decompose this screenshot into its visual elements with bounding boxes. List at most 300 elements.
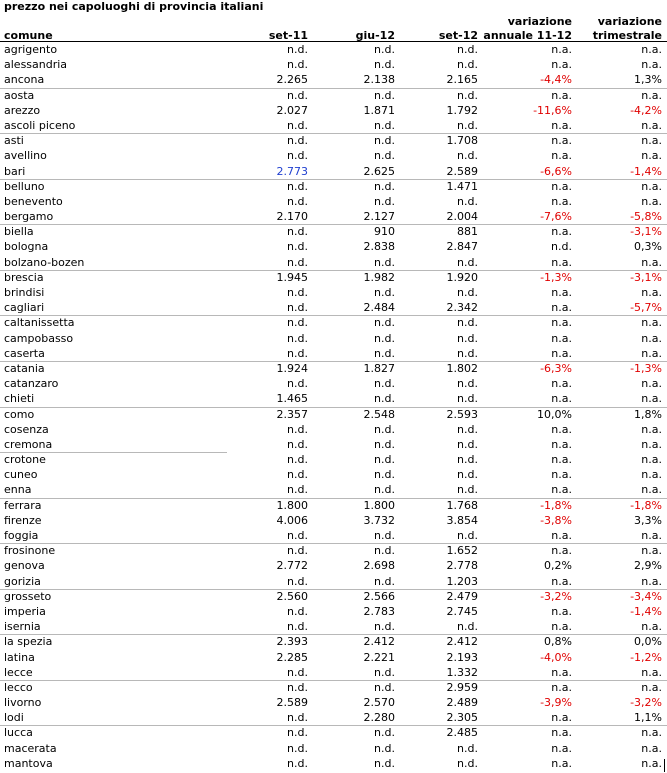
cell-giu12[interactable]: n.d.: [374, 194, 395, 208]
cell-set11[interactable]: 2.357: [276, 407, 308, 421]
cell-variazione-trimestrale[interactable]: 2,9%: [634, 559, 662, 573]
cell-set12[interactable]: n.d.: [457, 149, 478, 163]
cell-giu12[interactable]: n.d.: [374, 316, 395, 330]
cell-comune[interactable]: frosinone: [4, 544, 56, 558]
cell-set12[interactable]: n.d.: [457, 331, 478, 345]
cell-giu12[interactable]: n.d.: [374, 529, 395, 542]
cell-giu12[interactable]: n.d.: [374, 392, 395, 406]
cell-giu12[interactable]: 2.221: [363, 650, 395, 664]
cell-variazione-annuale[interactable]: -3,2%: [540, 589, 572, 603]
cell-variazione-trimestrale[interactable]: -3,1%: [630, 270, 662, 284]
cell-set12[interactable]: 2.959: [446, 680, 478, 694]
cell-variazione-annuale[interactable]: n.a.: [551, 483, 572, 497]
cell-giu12[interactable]: n.d.: [374, 179, 395, 193]
cell-giu12[interactable]: n.d.: [374, 620, 395, 634]
cell-variazione-annuale[interactable]: -4,0%: [540, 650, 572, 664]
cell-set11[interactable]: n.d.: [287, 286, 308, 299]
cell-set11[interactable]: n.d.: [287, 711, 308, 725]
cell-giu12[interactable]: n.d.: [374, 483, 395, 497]
cell-giu12[interactable]: n.d.: [374, 255, 395, 269]
cell-set12[interactable]: 1.203: [446, 574, 478, 588]
cell-giu12[interactable]: 1.982: [363, 270, 395, 284]
cell-variazione-trimestrale[interactable]: n.a.: [641, 255, 662, 269]
cell-set11[interactable]: n.d.: [287, 240, 308, 254]
cell-set12[interactable]: n.d.: [457, 88, 478, 102]
cell-comune[interactable]: ascoli piceno: [4, 118, 76, 132]
cell-variazione-trimestrale[interactable]: n.a.: [641, 665, 662, 679]
cell-set12[interactable]: n.d.: [457, 741, 478, 755]
cell-comune[interactable]: cagliari: [4, 301, 45, 315]
cell-variazione-annuale[interactable]: -6,6%: [540, 164, 572, 178]
cell-variazione-annuale[interactable]: n.a.: [551, 179, 572, 193]
cell-comune[interactable]: ancona: [4, 73, 45, 87]
cell-set11[interactable]: n.d.: [287, 741, 308, 755]
cell-giu12[interactable]: n.d.: [374, 58, 395, 72]
cell-set11[interactable]: 2.393: [276, 635, 308, 649]
cell-giu12[interactable]: 2.698: [363, 559, 395, 573]
cell-variazione-annuale[interactable]: n.a.: [551, 422, 572, 436]
cell-variazione-trimestrale[interactable]: -3,4%: [630, 589, 662, 603]
cell-comune[interactable]: bari: [4, 164, 26, 178]
table-row: [0, 57, 667, 72]
cell-set12[interactable]: n.d.: [457, 756, 478, 770]
cell-set11[interactable]: n.d.: [287, 58, 308, 72]
cell-comune[interactable]: lecce: [4, 665, 33, 679]
cell-giu12[interactable]: n.d.: [374, 331, 395, 345]
cell-comune[interactable]: agrigento: [4, 43, 58, 56]
cell-comune[interactable]: brescia: [4, 270, 44, 284]
cell-variazione-annuale[interactable]: -7,6%: [540, 210, 572, 224]
cell-set11[interactable]: n.d.: [287, 468, 308, 482]
cell-variazione-trimestrale[interactable]: -1,4%: [630, 604, 662, 618]
cell-giu12[interactable]: 2.625: [363, 164, 395, 178]
cell-variazione-annuale[interactable]: n.a.: [551, 468, 572, 482]
cell-comune[interactable]: cosenza: [4, 422, 49, 436]
cell-variazione-trimestrale[interactable]: -5,8%: [630, 210, 662, 224]
cell-variazione-annuale[interactable]: n.a.: [551, 574, 572, 588]
cell-set12[interactable]: n.d.: [457, 529, 478, 542]
cell-set12[interactable]: 3.854: [446, 513, 478, 527]
cell-variazione-trimestrale[interactable]: n.a.: [641, 726, 662, 740]
cell-comune[interactable]: mantova: [4, 756, 53, 770]
cell-variazione-trimestrale[interactable]: 1,3%: [634, 73, 662, 87]
cell-set11[interactable]: n.d.: [287, 316, 308, 330]
cell-variazione-trimestrale[interactable]: n.a.: [641, 756, 662, 770]
cell-comune[interactable]: chieti: [4, 392, 35, 406]
cell-set11[interactable]: n.d.: [287, 680, 308, 694]
cell-set12[interactable]: 1.708: [446, 134, 478, 148]
cell-set11[interactable]: n.d.: [287, 118, 308, 132]
cell-variazione-trimestrale[interactable]: n.a.: [641, 88, 662, 102]
cell-variazione-annuale[interactable]: n.a.: [551, 346, 572, 360]
cell-comune[interactable]: imperia: [4, 604, 46, 618]
cell-variazione-trimestrale[interactable]: -3,2%: [630, 696, 662, 710]
cell-comune[interactable]: firenze: [4, 513, 42, 527]
cell-set12[interactable]: 2.745: [446, 604, 478, 618]
cell-comune[interactable]: caserta: [4, 346, 45, 360]
cell-set12[interactable]: n.d.: [457, 377, 478, 391]
cell-set11[interactable]: n.d.: [287, 88, 308, 102]
cell-variazione-trimestrale[interactable]: n.a.: [641, 453, 662, 467]
cell-set12[interactable]: 2.479: [446, 589, 478, 603]
cell-comune[interactable]: benevento: [4, 194, 63, 208]
cell-comune[interactable]: latina: [4, 650, 35, 664]
cell-comune[interactable]: brindisi: [4, 286, 45, 299]
cell-set11[interactable]: 1.465: [276, 392, 308, 406]
cell-variazione-annuale[interactable]: n.a.: [551, 377, 572, 391]
cell-variazione-annuale[interactable]: n.a.: [551, 437, 572, 451]
cell-giu12[interactable]: n.d.: [374, 741, 395, 755]
cell-comune[interactable]: bergamo: [4, 210, 54, 224]
cell-variazione-trimestrale[interactable]: n.a.: [641, 377, 662, 391]
cell-set11[interactable]: n.d.: [287, 255, 308, 269]
cell-giu12[interactable]: n.d.: [374, 468, 395, 482]
cell-variazione-trimestrale[interactable]: n.a.: [641, 574, 662, 588]
cell-set11[interactable]: 2.265: [276, 73, 308, 87]
cell-variazione-trimestrale[interactable]: n.a.: [641, 134, 662, 148]
cell-giu12[interactable]: n.d.: [374, 88, 395, 102]
cell-giu12[interactable]: n.d.: [374, 377, 395, 391]
cell-variazione-trimestrale[interactable]: n.a.: [641, 620, 662, 634]
cell-set11[interactable]: n.d.: [287, 346, 308, 360]
cell-variazione-annuale[interactable]: n.a.: [551, 392, 572, 406]
cell-set11[interactable]: n.d.: [287, 453, 308, 467]
cell-set11[interactable]: n.d.: [287, 179, 308, 193]
cell-variazione-annuale[interactable]: n.a.: [551, 316, 572, 330]
cell-variazione-annuale[interactable]: n.a.: [551, 58, 572, 72]
cell-variazione-trimestrale[interactable]: n.a.: [641, 346, 662, 360]
cell-variazione-annuale[interactable]: -1,3%: [540, 270, 572, 284]
cell-set12[interactable]: n.d.: [457, 255, 478, 269]
cell-set12[interactable]: n.d.: [457, 453, 478, 467]
cell-set11[interactable]: n.d.: [287, 377, 308, 391]
cell-variazione-trimestrale[interactable]: n.a.: [641, 331, 662, 345]
header-variazione-trimestrale-line2[interactable]: trimestrale: [592, 29, 662, 42]
cell-variazione-annuale[interactable]: -11,6%: [533, 103, 572, 117]
cell-variazione-annuale[interactable]: n.a.: [551, 665, 572, 679]
cell-variazione-trimestrale[interactable]: n.a.: [641, 483, 662, 497]
cell-comune[interactable]: crotone: [4, 453, 46, 467]
cell-set11[interactable]: n.d.: [287, 604, 308, 618]
cell-set11[interactable]: n.d.: [287, 620, 308, 634]
cell-giu12[interactable]: 2.127: [363, 210, 395, 224]
cell-variazione-trimestrale[interactable]: n.a.: [641, 43, 662, 56]
header-comune[interactable]: comune: [4, 29, 53, 42]
cell-variazione-trimestrale[interactable]: n.a.: [641, 422, 662, 436]
cell-giu12[interactable]: 2.570: [363, 696, 395, 710]
cell-giu12[interactable]: n.d.: [374, 43, 395, 56]
cell-set12[interactable]: 1.920: [446, 270, 478, 284]
cell-set12[interactable]: 2.004: [446, 210, 478, 224]
header-set11[interactable]: set-11: [268, 29, 308, 42]
cell-set11[interactable]: n.d.: [287, 194, 308, 208]
cell-set12[interactable]: 1.792: [446, 103, 478, 117]
cell-variazione-annuale[interactable]: n.d.: [551, 240, 572, 254]
cell-variazione-trimestrale[interactable]: n.a.: [641, 58, 662, 72]
cell-giu12[interactable]: 1.800: [363, 498, 395, 512]
cell-comune[interactable]: cuneo: [4, 468, 38, 482]
cell-set11[interactable]: n.d.: [287, 331, 308, 345]
cell-set12[interactable]: n.d.: [457, 392, 478, 406]
cell-giu12[interactable]: n.d.: [374, 453, 395, 467]
cell-set11[interactable]: 2.027: [276, 103, 308, 117]
cell-variazione-trimestrale[interactable]: n.a.: [641, 680, 662, 694]
cell-comune[interactable]: como: [4, 407, 35, 421]
cell-variazione-annuale[interactable]: n.a.: [551, 225, 572, 239]
cell-variazione-annuale[interactable]: n.a.: [551, 711, 572, 725]
cell-giu12[interactable]: n.d.: [374, 346, 395, 360]
cell-variazione-annuale[interactable]: n.a.: [551, 741, 572, 755]
cell-variazione-trimestrale[interactable]: -1,4%: [630, 164, 662, 178]
cell-comune[interactable]: avellino: [4, 149, 47, 163]
header-variazione-annuale-line1[interactable]: variazione: [507, 15, 572, 28]
cell-variazione-trimestrale[interactable]: 1,8%: [634, 407, 662, 421]
cell-giu12[interactable]: n.d.: [374, 726, 395, 740]
cell-variazione-annuale[interactable]: n.a.: [551, 149, 572, 163]
cell-set12[interactable]: 1.768: [446, 498, 478, 512]
cell-variazione-trimestrale[interactable]: n.a.: [641, 529, 662, 542]
cell-variazione-annuale[interactable]: n.a.: [551, 88, 572, 102]
cell-comune[interactable]: catania: [4, 361, 45, 375]
cell-variazione-annuale[interactable]: n.a.: [551, 286, 572, 299]
cell-variazione-annuale[interactable]: -1,8%: [540, 498, 572, 512]
cell-comune[interactable]: catanzaro: [4, 377, 59, 391]
cell-comune[interactable]: genova: [4, 559, 45, 573]
cell-variazione-annuale[interactable]: n.a.: [551, 453, 572, 467]
cell-set12[interactable]: n.d.: [457, 286, 478, 299]
cell-set12[interactable]: 2.342: [446, 301, 478, 315]
cell-variazione-annuale[interactable]: 0,8%: [544, 635, 572, 649]
cell-comune[interactable]: asti: [4, 134, 24, 148]
cell-set11[interactable]: n.d.: [287, 225, 308, 239]
cell-giu12[interactable]: n.d.: [374, 544, 395, 558]
cell-comune[interactable]: alessandria: [4, 58, 68, 72]
cell-set12[interactable]: 2.593: [446, 407, 478, 421]
cell-set11[interactable]: n.d.: [287, 529, 308, 542]
cell-set11[interactable]: 1.800: [276, 498, 308, 512]
cell-set12[interactable]: n.d.: [457, 422, 478, 436]
cell-giu12[interactable]: 1.827: [363, 361, 395, 375]
cell-variazione-trimestrale[interactable]: n.a.: [641, 437, 662, 451]
cell-variazione-annuale[interactable]: 10,0%: [537, 407, 572, 421]
cell-set12[interactable]: n.d.: [457, 620, 478, 634]
cell-set11[interactable]: n.d.: [287, 726, 308, 740]
cell-variazione-annuale[interactable]: n.a.: [551, 255, 572, 269]
cell-variazione-trimestrale[interactable]: 3,3%: [634, 513, 662, 527]
cell-variazione-annuale[interactable]: 0,2%: [544, 559, 572, 573]
cell-giu12[interactable]: 2.280: [363, 711, 395, 725]
cell-comune[interactable]: campobasso: [4, 331, 74, 345]
cell-set12[interactable]: n.d.: [457, 118, 478, 132]
cell-variazione-trimestrale[interactable]: n.a.: [641, 544, 662, 558]
cell-variazione-trimestrale[interactable]: n.a.: [641, 118, 662, 132]
cell-giu12[interactable]: 910: [374, 225, 395, 239]
cell-set11[interactable]: 2.589: [276, 696, 308, 710]
cell-comune[interactable]: lodi: [4, 711, 24, 725]
cell-variazione-trimestrale[interactable]: -1,3%: [630, 361, 662, 375]
cell-set12[interactable]: 881: [457, 225, 478, 239]
cell-variazione-annuale[interactable]: n.a.: [551, 544, 572, 558]
cell-variazione-annuale[interactable]: n.a.: [551, 620, 572, 634]
header-giu12[interactable]: giu-12: [355, 29, 395, 42]
cell-giu12[interactable]: n.d.: [374, 437, 395, 451]
cell-giu12[interactable]: 2.838: [363, 240, 395, 254]
cell-set12[interactable]: 2.165: [446, 73, 478, 87]
cell-comune[interactable]: lecco: [4, 680, 33, 694]
cell-variazione-annuale[interactable]: n.a.: [551, 604, 572, 618]
cell-variazione-annuale[interactable]: -3,8%: [540, 513, 572, 527]
cell-set12[interactable]: 1.652: [446, 544, 478, 558]
cell-set11[interactable]: n.d.: [287, 301, 308, 315]
cell-comune[interactable]: macerata: [4, 741, 57, 755]
cell-comune[interactable]: belluno: [4, 179, 45, 193]
cell-set11[interactable]: 2.560: [276, 589, 308, 603]
cell-variazione-annuale[interactable]: n.a.: [551, 680, 572, 694]
cell-variazione-trimestrale[interactable]: -3,1%: [630, 225, 662, 239]
cell-set12[interactable]: n.d.: [457, 43, 478, 56]
cell-set11[interactable]: 4.006: [276, 513, 308, 527]
cell-variazione-annuale[interactable]: n.a.: [551, 331, 572, 345]
cell-set12[interactable]: 2.589: [446, 164, 478, 178]
cell-variazione-trimestrale[interactable]: -1,2%: [630, 650, 662, 664]
cell-variazione-trimestrale[interactable]: n.a.: [641, 194, 662, 208]
cell-variazione-trimestrale[interactable]: -4,2%: [630, 103, 662, 117]
cell-variazione-annuale[interactable]: n.a.: [551, 134, 572, 148]
cell-comune[interactable]: bologna: [4, 240, 49, 254]
cell-comune[interactable]: ferrara: [4, 498, 42, 512]
cell-set12[interactable]: 2.412: [446, 635, 478, 649]
cell-set12[interactable]: 2.847: [446, 240, 478, 254]
cell-giu12[interactable]: 1.871: [363, 103, 395, 117]
cell-giu12[interactable]: n.d.: [374, 422, 395, 436]
cell-variazione-trimestrale[interactable]: n.a.: [641, 392, 662, 406]
cell-set11[interactable]: 2.285: [276, 650, 308, 664]
cell-comune[interactable]: cremona: [4, 437, 53, 451]
cell-set12[interactable]: n.d.: [457, 194, 478, 208]
cell-variazione-trimestrale[interactable]: n.a.: [641, 316, 662, 330]
cell-set11[interactable]: n.d.: [287, 544, 308, 558]
cell-comune[interactable]: aosta: [4, 88, 35, 102]
cell-set12[interactable]: n.d.: [457, 346, 478, 360]
cell-variazione-trimestrale[interactable]: n.a.: [641, 286, 662, 299]
cell-giu12[interactable]: 2.783: [363, 604, 395, 618]
cell-giu12[interactable]: n.d.: [374, 665, 395, 679]
cell-comune[interactable]: grosseto: [4, 589, 52, 603]
cell-variazione-trimestrale[interactable]: 1,1%: [634, 711, 662, 725]
table-row: [0, 391, 667, 406]
cell-variazione-trimestrale[interactable]: -5,7%: [630, 301, 662, 315]
cell-comune[interactable]: arezzo: [4, 103, 41, 117]
cell-set12[interactable]: 2.489: [446, 696, 478, 710]
cell-set11[interactable]: 1.945: [276, 270, 308, 284]
cell-giu12[interactable]: 2.138: [363, 73, 395, 87]
cell-set11[interactable]: 1.924: [276, 361, 308, 375]
cell-variazione-trimestrale[interactable]: 0,3%: [634, 240, 662, 254]
cell-set11[interactable]: n.d.: [287, 665, 308, 679]
cell-set12[interactable]: 1.471: [446, 179, 478, 193]
cell-set12[interactable]: n.d.: [457, 437, 478, 451]
header-variazione-trimestrale-line1[interactable]: variazione: [597, 15, 662, 28]
cell-variazione-annuale[interactable]: n.a.: [551, 529, 572, 542]
cell-set12[interactable]: 1.332: [446, 665, 478, 679]
table-row: [0, 513, 667, 528]
cell-giu12[interactable]: n.d.: [374, 574, 395, 588]
header-set12[interactable]: set-12: [438, 29, 478, 42]
cell-giu12[interactable]: n.d.: [374, 756, 395, 770]
table-row: [0, 407, 667, 422]
cell-variazione-trimestrale[interactable]: n.a.: [641, 149, 662, 163]
cell-set11[interactable]: n.d.: [287, 422, 308, 436]
cell-set11[interactable]: n.d.: [287, 437, 308, 451]
cell-comune[interactable]: caltanissetta: [4, 316, 75, 330]
cell-set11[interactable]: n.d.: [287, 43, 308, 56]
cell-comune[interactable]: foggia: [4, 529, 39, 542]
cell-variazione-trimestrale[interactable]: -1,8%: [630, 498, 662, 512]
cell-variazione-trimestrale[interactable]: 0,0%: [634, 635, 662, 649]
cell-set12[interactable]: 1.802: [446, 361, 478, 375]
cell-comune[interactable]: lucca: [4, 726, 33, 740]
cell-variazione-trimestrale[interactable]: n.a.: [641, 741, 662, 755]
cell-set11[interactable]: 2.170: [276, 210, 308, 224]
cell-giu12[interactable]: n.d.: [374, 286, 395, 299]
cell-giu12[interactable]: 2.566: [363, 589, 395, 603]
cell-variazione-trimestrale[interactable]: n.a.: [641, 468, 662, 482]
cell-set11[interactable]: 2.772: [276, 559, 308, 573]
cell-set11[interactable]: n.d.: [287, 483, 308, 497]
cell-giu12[interactable]: n.d.: [374, 134, 395, 148]
cell-set12[interactable]: n.d.: [457, 468, 478, 482]
cell-set11[interactable]: n.d.: [287, 134, 308, 148]
cell-set12[interactable]: n.d.: [457, 483, 478, 497]
cell-set11[interactable]: n.d.: [287, 149, 308, 163]
cell-comune[interactable]: livorno: [4, 696, 42, 710]
cell-variazione-annuale[interactable]: n.a.: [551, 194, 572, 208]
cell-set12[interactable]: 2.485: [446, 726, 478, 740]
cell-set12[interactable]: 2.305: [446, 711, 478, 725]
cell-comune[interactable]: bolzano-bozen: [4, 255, 85, 269]
cell-comune[interactable]: enna: [4, 483, 32, 497]
cell-comune[interactable]: la spezia: [4, 635, 53, 649]
cell-set12[interactable]: n.d.: [457, 316, 478, 330]
cell-variazione-annuale[interactable]: n.a.: [551, 726, 572, 740]
cell-variazione-annuale[interactable]: n.a.: [551, 301, 572, 315]
header-variazione-annuale-line2[interactable]: annuale 11-12: [483, 29, 572, 42]
cell-variazione-annuale[interactable]: -4,4%: [540, 73, 572, 87]
cell-set12[interactable]: 2.193: [446, 650, 478, 664]
cell-variazione-trimestrale[interactable]: n.a.: [641, 179, 662, 193]
cell-giu12[interactable]: 3.732: [363, 513, 395, 527]
cell-comune[interactable]: gorizia: [4, 574, 41, 588]
cell-variazione-annuale[interactable]: -3,9%: [540, 696, 572, 710]
cell-giu12[interactable]: n.d.: [374, 149, 395, 163]
cell-variazione-annuale[interactable]: n.a.: [551, 756, 572, 770]
cell-set11[interactable]: n.d.: [287, 574, 308, 588]
cell-set12[interactable]: n.d.: [457, 58, 478, 72]
cell-set12[interactable]: 2.778: [446, 559, 478, 573]
cell-set11[interactable]: 2.773: [276, 164, 308, 178]
cell-variazione-annuale[interactable]: n.a.: [551, 118, 572, 132]
cell-set11[interactable]: n.d.: [287, 756, 308, 770]
cell-giu12[interactable]: 2.484: [363, 301, 395, 315]
cell-variazione-annuale[interactable]: n.a.: [551, 43, 572, 56]
cell-comune[interactable]: biella: [4, 225, 34, 239]
cell-giu12[interactable]: n.d.: [374, 680, 395, 694]
cell-variazione-annuale[interactable]: -6,3%: [540, 361, 572, 375]
cell-giu12[interactable]: n.d.: [374, 118, 395, 132]
cell-giu12[interactable]: 2.548: [363, 407, 395, 421]
cell-comune[interactable]: isernia: [4, 620, 41, 634]
cell-giu12[interactable]: 2.412: [363, 635, 395, 649]
